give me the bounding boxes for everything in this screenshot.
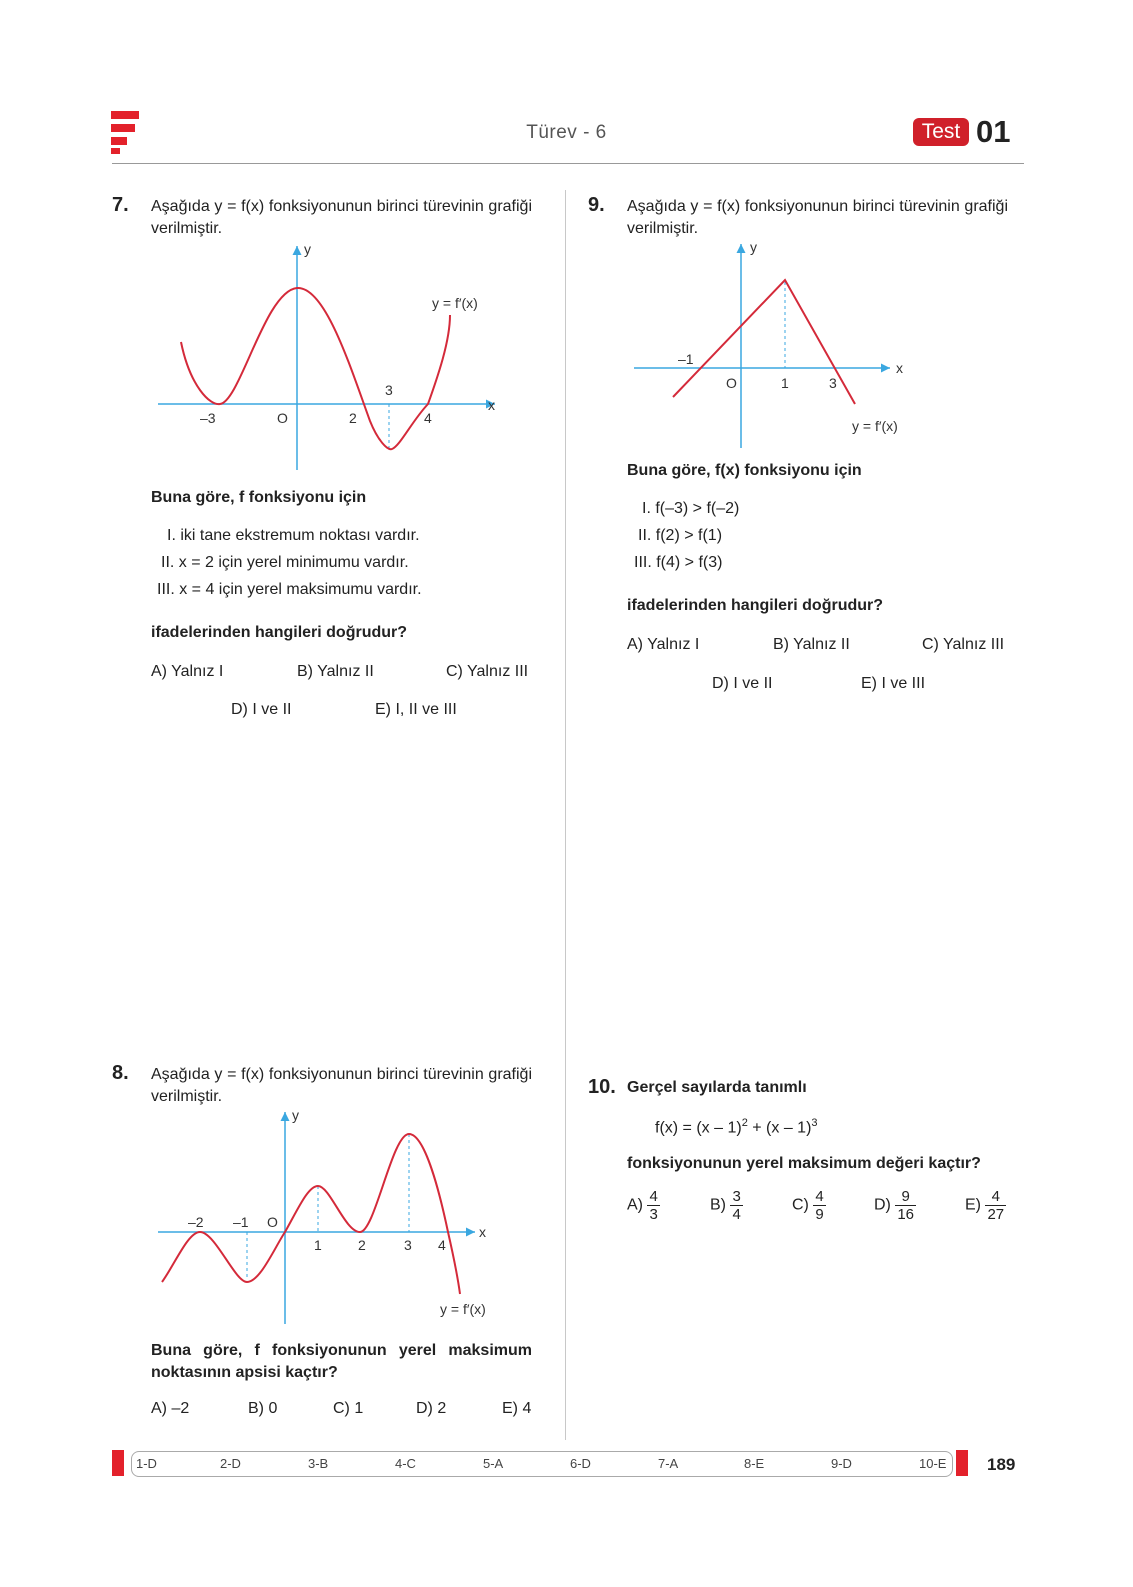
fraction [895, 1188, 916, 1223]
tick-label: 1 [314, 1237, 322, 1253]
footer-red-block-left [112, 1450, 124, 1476]
statement: II. x = 2 için yerel minimumu vardır. [161, 554, 409, 571]
numerator: 9 [895, 1188, 916, 1206]
answer-key-item: 6-D [570, 1456, 591, 1471]
statement: III. x = 4 için yerel maksimumu vardır. [157, 581, 422, 598]
x-axis-label: x [488, 397, 495, 413]
origin-label: O [267, 1214, 278, 1230]
numerator: 4 [985, 1188, 1006, 1206]
option-a[interactable]: A) Yalnız I [151, 663, 224, 680]
question-9-prompt: Buna göre, f(x) fonksiyonu için [627, 462, 862, 479]
x-axis-label: x [896, 360, 903, 376]
option-c[interactable]: C) 1 [333, 1400, 364, 1417]
test-number: 01 [976, 114, 1011, 149]
option-b[interactable] [710, 1188, 743, 1223]
statement: III. f(4) > f(3) [634, 554, 723, 571]
answer-key-item: 4-C [395, 1456, 416, 1471]
denominator: 16 [897, 1206, 915, 1223]
option-a[interactable]: A) –2 [151, 1400, 190, 1417]
curve-label: y = f′(x) [852, 418, 898, 434]
tick-label: 3 [404, 1237, 412, 1253]
option-d[interactable]: D) 2 [416, 1400, 447, 1417]
answer-key-item: 1-D [136, 1456, 157, 1471]
option-b[interactable]: B) Yalnız II [297, 663, 374, 680]
tick-label: –3 [200, 410, 216, 426]
question-7-number: 7. [112, 194, 129, 216]
option-b[interactable]: B) 0 [248, 1400, 278, 1417]
question-7-text: Aşağıda y = f(x) fonksiyonunun birinci türevinin grafiği verilmiştir. [151, 198, 532, 237]
question-9-question: ifadelerinden hangileri doğrudur? [627, 597, 884, 614]
question-7-question: ifadelerinden hangileri doğrudur? [151, 624, 408, 641]
curve-label: y = f′(x) [440, 1301, 486, 1317]
statement: I. iki tane ekstremum noktası vardır. [167, 527, 420, 544]
question-9-number: 9. [588, 194, 605, 216]
answer-key-bar [131, 1451, 953, 1477]
option-label: C) [792, 1196, 809, 1214]
question-10-question: fonksiyonunun yerel maksimum değeri kaçtır? [627, 1155, 981, 1172]
curve-label: y = f′(x) [432, 295, 478, 311]
fraction [730, 1188, 742, 1223]
option-label: D) [874, 1196, 891, 1214]
formula-part: f(x) = (x – 1) [655, 1119, 742, 1137]
tick-label: 1 [781, 375, 789, 391]
question-8-text: Aşağıda y = f(x) fonksiyonunun birinci türevinin grafiği verilmiştir. [151, 1066, 532, 1105]
statement: I. f(–3) > f(–2) [642, 500, 740, 517]
option-e[interactable]: E) 4 [502, 1400, 532, 1417]
fraction [813, 1188, 825, 1223]
option-label: B) [710, 1196, 726, 1214]
option-d[interactable]: D) I ve II [231, 701, 292, 718]
tick-label: –2 [188, 1214, 204, 1230]
answer-key-item: 7-A [658, 1456, 679, 1471]
statement: II. f(2) > f(1) [638, 527, 723, 544]
option-c[interactable] [792, 1188, 826, 1223]
y-axis-label: y [304, 241, 311, 257]
derivative-curve [673, 280, 855, 404]
denominator: 4 [732, 1206, 741, 1223]
page-title: Türev - 6 [526, 122, 607, 143]
option-e[interactable]: E) I, II ve III [375, 701, 457, 718]
fraction [647, 1188, 659, 1223]
answer-key-item: 10-E [919, 1456, 947, 1471]
tick-label: 4 [438, 1237, 446, 1253]
tick-label: –1 [678, 351, 694, 367]
answer-key-item: 3-B [308, 1456, 329, 1471]
option-label: A) [627, 1196, 643, 1214]
option-c[interactable]: C) Yalnız III [446, 663, 529, 680]
derivative-curve [181, 288, 450, 449]
numerator: 3 [732, 1188, 741, 1205]
option-b[interactable]: B) Yalnız II [773, 636, 850, 653]
question-8-number: 8. [112, 1062, 129, 1084]
numerator: 4 [649, 1188, 658, 1205]
fraction [985, 1188, 1006, 1223]
header-divider [112, 163, 1024, 164]
answer-key-item: 8-E [744, 1456, 765, 1471]
column-divider [565, 190, 566, 1440]
option-a[interactable]: A) Yalnız I [627, 636, 700, 653]
tick-label: –1 [233, 1214, 249, 1230]
denominator: 27 [987, 1206, 1005, 1223]
origin-label: O [726, 375, 737, 391]
numerator: 4 [815, 1188, 824, 1205]
tick-label: 4 [424, 410, 432, 426]
tick-label: 3 [829, 375, 837, 391]
answer-key-item: 2-D [220, 1456, 241, 1471]
denominator: 9 [815, 1206, 824, 1223]
question-7-graph [150, 236, 510, 476]
tick-label: 3 [385, 382, 393, 398]
question-7-prompt: Buna göre, f fonksiyonu için [151, 489, 367, 506]
x-axis-label: x [479, 1224, 486, 1240]
footer-red-block-right [956, 1450, 968, 1476]
y-axis-label: y [750, 239, 757, 255]
answer-key-item: 5-A [483, 1456, 504, 1471]
answer-key-item: 9-D [831, 1456, 852, 1471]
option-c[interactable]: C) Yalnız III [922, 636, 1005, 653]
y-axis-label: y [292, 1107, 299, 1123]
origin-label: O [277, 410, 288, 426]
derivative-curve [162, 1134, 460, 1294]
question-8-graph [150, 1104, 500, 1326]
tick-label: 2 [349, 410, 357, 426]
formula-part: + (x – 1) [747, 1119, 812, 1137]
question-10-text: Gerçel sayılarda tanımlı [627, 1079, 807, 1096]
question-9-graph [630, 236, 920, 451]
option-d[interactable] [874, 1188, 916, 1223]
test-badge: Test [913, 118, 969, 146]
option-a[interactable] [627, 1188, 660, 1223]
formula-exponent: 2 [741, 1117, 748, 1129]
denominator: 3 [649, 1206, 658, 1223]
option-e[interactable] [965, 1188, 1006, 1223]
formula-exponent: 3 [811, 1117, 818, 1129]
question-9-text: Aşağıda y = f(x) fonksiyonunun birinci türevinin grafiği verilmiştir. [627, 198, 1008, 237]
option-label: E) [965, 1196, 981, 1214]
function-formula [655, 1117, 818, 1137]
option-d[interactable]: D) I ve II [712, 675, 773, 692]
question-10-number: 10. [588, 1076, 616, 1098]
tick-label: 2 [358, 1237, 366, 1253]
question-8-question: Buna göre, f fonksiyonunun yerel maksimum noktasının apsisi kaçtır? [151, 1342, 532, 1381]
page-number: 189 [987, 1455, 1016, 1474]
option-e[interactable]: E) I ve III [861, 675, 926, 692]
